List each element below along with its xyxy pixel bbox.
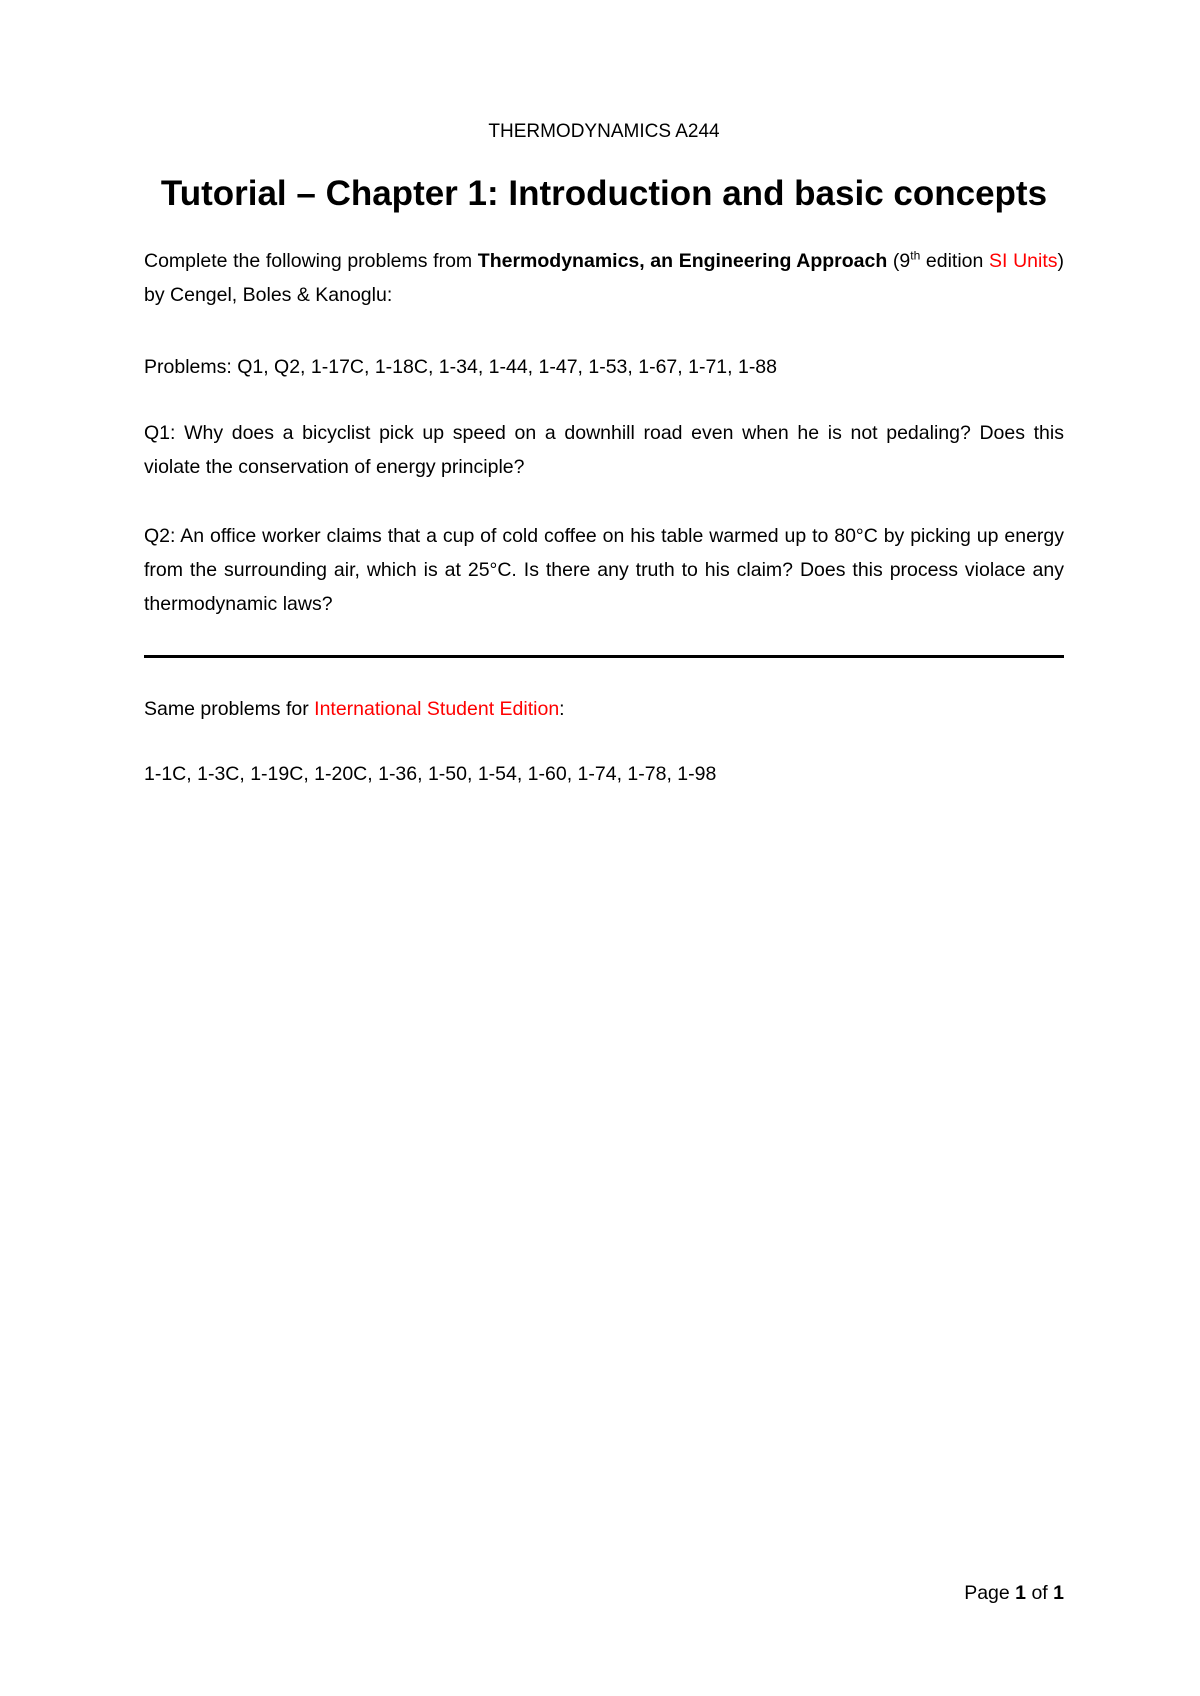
- total-pages: 1: [1053, 1582, 1064, 1604]
- page-title: Tutorial – Chapter 1: Introduction and basic concepts: [160, 174, 1048, 213]
- intro-lead: Complete the following problems from: [144, 250, 478, 272]
- course-code: THERMODYNAMICS A244: [488, 121, 720, 142]
- authors: ) by Cengel, Boles & Kanoglu:: [144, 250, 1064, 306]
- book-title: Thermodynamics, an Engineering Approach: [477, 250, 888, 272]
- of-word: of: [1026, 1582, 1054, 1604]
- international-heading: [144, 692, 1064, 726]
- question-1: Q1: Why does a bicyclist pick up speed on a downhill road even when he is not pedaling? Does this violate the conservation of energy principle?: [144, 422, 1064, 478]
- question-2: Q2: An office worker claims that a cup of cold coffee on his table warmed up to 80°C by picking up energy from the surrounding air, which is at 25°C. Is there any truth to his claim? Does this process violace any thermodynamic laws?: [144, 525, 1064, 615]
- current-page: 1: [1015, 1582, 1027, 1604]
- edition-word: edition: [920, 250, 990, 272]
- edition-superscript: th: [910, 248, 921, 263]
- edition-open: (9: [887, 250, 911, 272]
- problems-list: Problems: Q1, Q2, 1-17C, 1-18C, 1-34, 1-44, 1-47, 1-53, 1-67, 1-71, 1-88: [144, 356, 777, 378]
- international-colon: :: [559, 698, 565, 720]
- page-number: [964, 1580, 1064, 1606]
- international-lead: Same problems for: [144, 698, 315, 720]
- international-edition-name: International Student Edition: [314, 698, 560, 720]
- section-divider: [144, 655, 1064, 658]
- intro-paragraph: [144, 244, 1064, 312]
- si-units-highlight: SI Units: [989, 250, 1058, 272]
- page-word: Page: [964, 1582, 1016, 1604]
- international-problems-list: 1-1C, 1-3C, 1-19C, 1-20C, 1-36, 1-50, 1-54, 1-60, 1-74, 1-78, 1-98: [144, 763, 717, 785]
